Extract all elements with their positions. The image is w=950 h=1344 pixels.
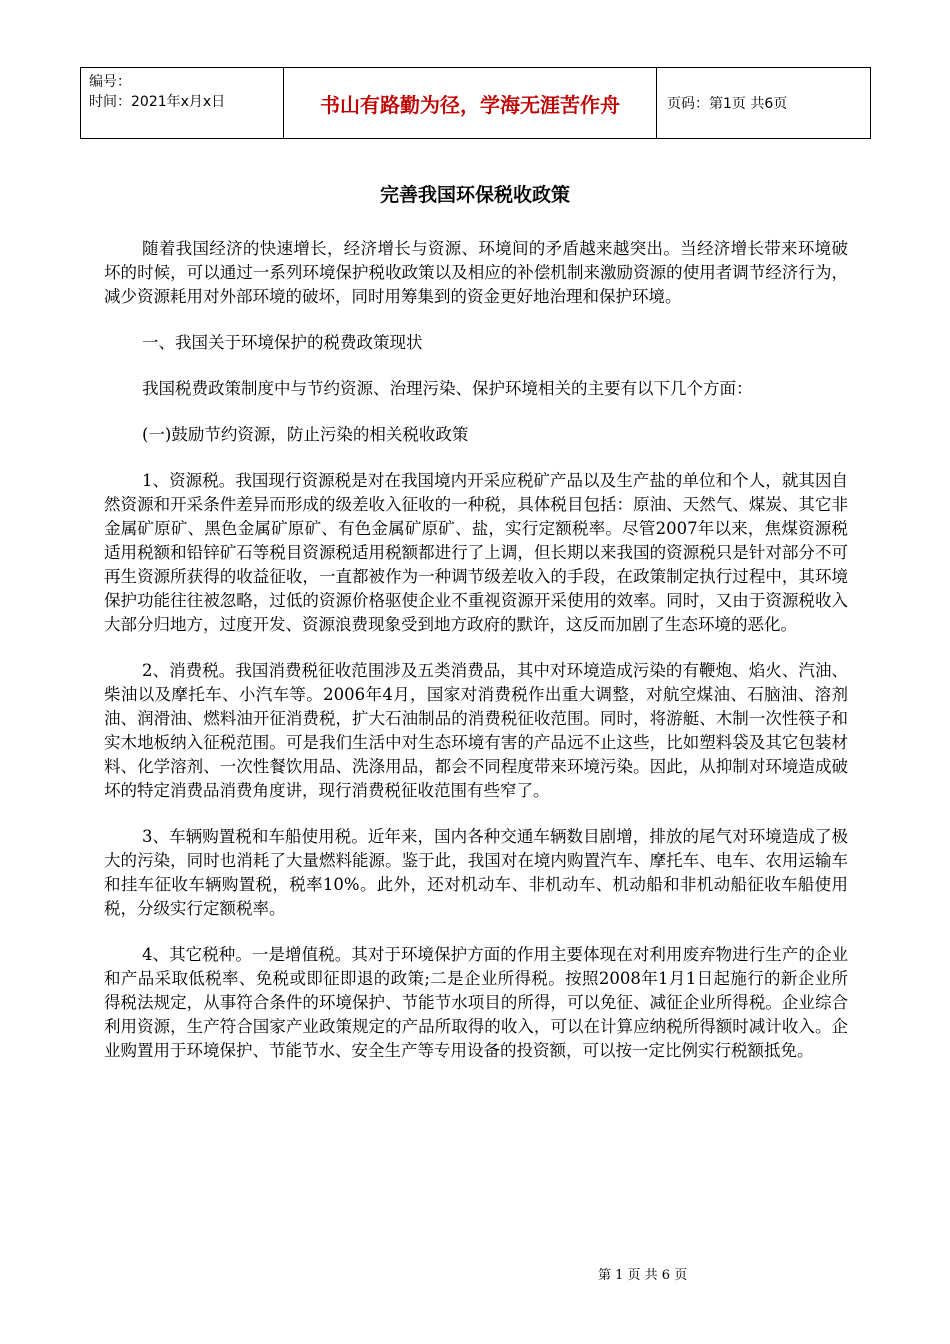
paragraph: 1、资源税。我国现行资源税是对在我国境内开采应税矿产品以及生产盐的单位和个人，就其因自然资源和开采条件差异而形成的级差收入征收的一种税，具体税目包括：原油、天然气、煤炭、其它非金属矿原矿、黑色金属矿原矿、有色金属矿原矿、盐，实行定额税率。尽管2007年以来，焦煤资源税适用税额和铅锌矿石等税目资源税适用税额都进行了上调，但长期以来我国的资源税只是针对部分不可再生资源所获得的收益征收，一直都被作为一种调节级差收入的手段，在政策制定执行过程中，其环境保护功能往往被忽略，过低的资源价格驱使企业不重视资源开采使用的效率。同时，又由于资源税收入大部分归地方，过度开发、资源浪费现象受到地方政府的默许，这反而加剧了生态环境的恶化。 xyxy=(104,471,848,634)
paragraph: 3、车辆购置税和车船使用税。近年来，国内各种交通车辆数目剧增，排放的尾气对环境造成了极大的污染，同时也消耗了大量燃料能源。鉴于此，我国对在境内购置汽车、摩托车、电车、农用运输车和挂车征收车辆购置税，税率10%。此外，还对机动车、非机动车、机动船和非机动船征收车船使用税，分级实行定额税率。 xyxy=(104,827,848,918)
time-label: 时间：2021年x月x日 xyxy=(89,94,226,110)
page-footer: 第 1 页 共 6 页 xyxy=(598,1268,688,1283)
page-info: 页码：第1页 共6页 xyxy=(657,68,871,139)
header-table xyxy=(80,67,871,139)
number-label: 编号： xyxy=(89,74,131,90)
document-body xyxy=(104,237,848,1085)
paragraph: 2、消费税。我国消费税征收范围涉及五类消费品，其中对环境造成污染的有鞭炮、焰火、汽油、柴油以及摩托车、小汽车等。2006年4月，国家对消费税作出重大调整，对航空煤油、石脑油、溶剂油、润滑油、燃料油开征消费税，扩大石油制品的消费税征收范围。同时，将游艇、木制一次性筷子和实木地板纳入征税范围。可是我们生活中对生态环境有害的产品远不止这些，比如塑料袋及其它包装材料、化学溶剂、一次性餐饮用品、洗涤用品，都会不同程度带来环境污染。因此，从抑制对环境造成破坏的特定消费品消费角度讲，现行消费税征收范围有些窄了。 xyxy=(104,661,848,800)
document-title: 完善我国环保税收政策 xyxy=(379,184,570,206)
paragraph: 我国税费政策制度中与节约资源、治理污染、保护环境相关的主要有以下几个方面： xyxy=(142,379,753,398)
header-meta-cell xyxy=(81,68,284,139)
paragraph: 随着我国经济的快速增长，经济增长与资源、环境间的矛盾越来越突出。当经济增长带来环境破坏的时候，可以通过一系列环境保护税收政策以及相应的补偿机制来激励资源的使用者调节经济行为，减少资源耗用对外部环境的破坏，同时用筹集到的资金更好地治理和保护环境。 xyxy=(104,239,848,306)
subsection-heading: (一)鼓励节约资源，防止污染的相关税收政策 xyxy=(142,425,469,444)
paragraph: 4、其它税种。一是增值税。其对于环境保护方面的作用主要体现在对利用废弃物进行生产的企业和产品采取低税率、免税或即征即退的政策;二是企业所得税。按照2008年1月1日起施行的新企业所得税法规定，从事符合条件的环境保护、节能节水项目的所得，可以免征、减征企业所得税。企业综合利用资源，生产符合国家产业政策规定的产品所取得的收入，可以在计算应纳税所得额时减计收入。企业购置用于环境保护、节能节水、安全生产等专用设备的投资额，可以按一定比例实行税额抵免。 xyxy=(104,945,848,1060)
section-heading: 一、我国关于环境保护的税费政策现状 xyxy=(142,333,423,352)
motto: 书山有路勤为径，学海无涯苦作舟 xyxy=(284,68,657,139)
